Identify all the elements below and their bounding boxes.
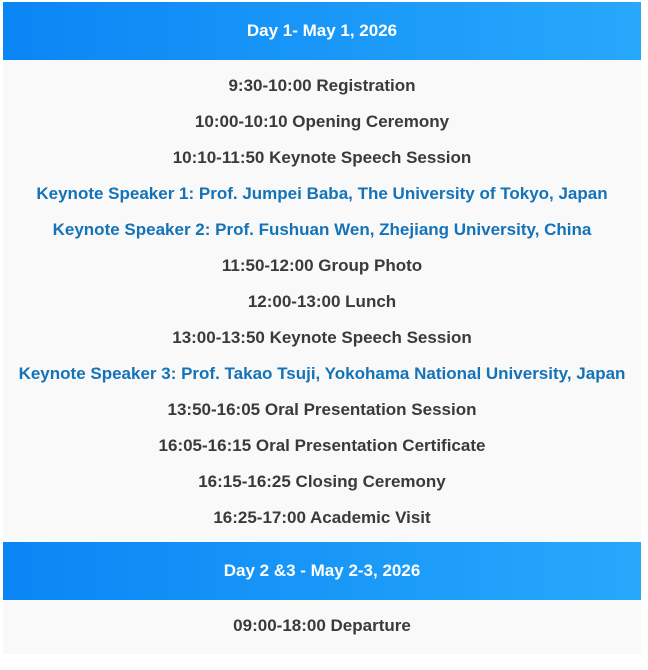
day-1-title: Day 1- May 1, 2026 xyxy=(246,21,398,40)
keynote-speaker-1: Keynote Speaker 1: Prof. Jumpei Baba, The University of Tokyo, Japan xyxy=(36,184,608,203)
agenda-item-departure: 09:00-18:00 Departure xyxy=(233,616,411,635)
keynote-speaker-2: Keynote Speaker 2: Prof. Fushuan Wen, Zhejiang University, China xyxy=(52,220,592,239)
agenda-item-lunch: 12:00-13:00 Lunch xyxy=(247,292,397,311)
schedule-table xyxy=(3,2,641,654)
agenda-item-opening-ceremony: 10:00-10:10 Opening Ceremony xyxy=(194,112,450,131)
agenda-item-oral-certificate: 16:05-16:15 Oral Presentation Certificate xyxy=(158,436,486,455)
agenda-item-academic-visit: 16:25-17:00 Academic Visit xyxy=(213,508,431,527)
agenda-item-oral-presentation: 13:50-16:05 Oral Presentation Session xyxy=(167,400,477,419)
keynote-speaker-3: Keynote Speaker 3: Prof. Takao Tsuji, Yokohama National University, Japan xyxy=(18,364,626,383)
agenda-item-closing-ceremony: 16:15-16:25 Closing Ceremony xyxy=(198,472,446,491)
day-1-header xyxy=(3,2,641,60)
day-2-3-title: Day 2 &3 - May 2-3, 2026 xyxy=(223,561,421,580)
day-2-3-body xyxy=(3,600,641,654)
agenda-item-group-photo: 11:50-12:00 Group Photo xyxy=(221,256,423,275)
agenda-item-keynote-session-2: 13:00-13:50 Keynote Speech Session xyxy=(172,328,472,347)
day-2-3-header xyxy=(3,542,641,600)
agenda-item-registration: 9:30-10:00 Registration xyxy=(228,76,416,95)
agenda-item-keynote-session-1: 10:10-11:50 Keynote Speech Session xyxy=(172,148,472,167)
day-1-body xyxy=(3,60,641,542)
